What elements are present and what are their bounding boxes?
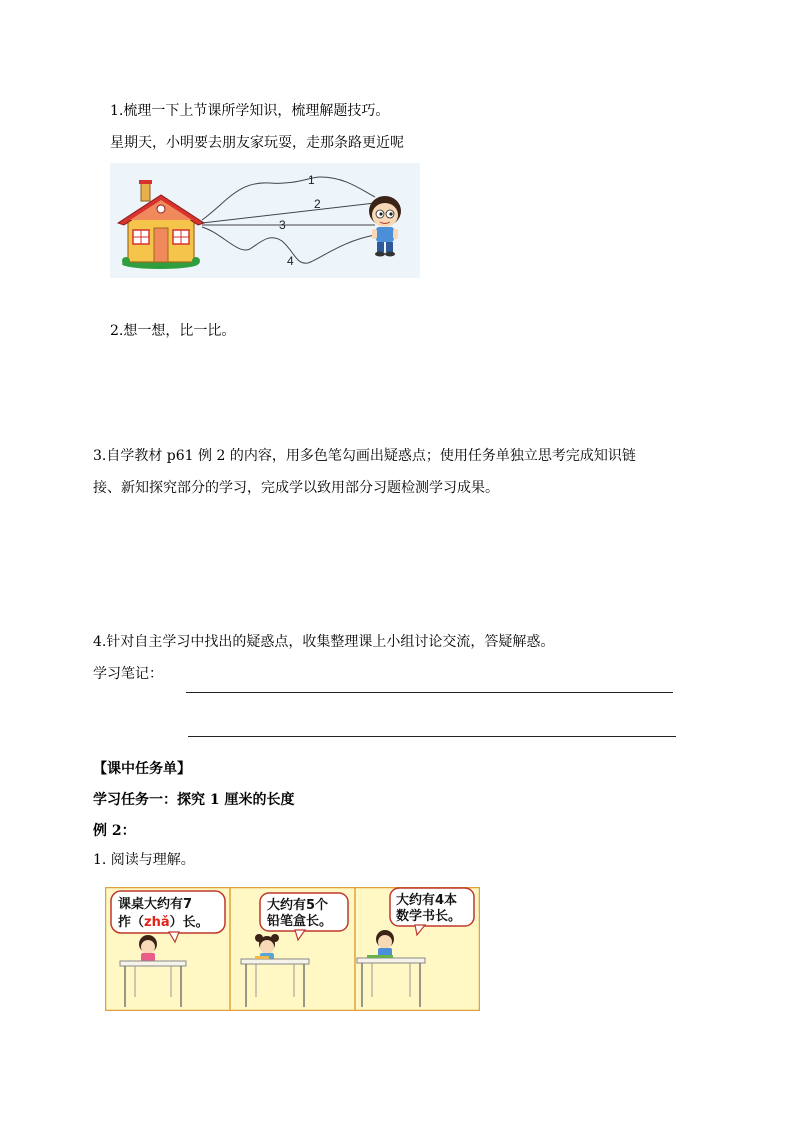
section3-line-1: 3.自学教材 p61 例 2 的内容，用多色笔勾画出疑惑点；使用任务单独立思考完成知识链	[93, 448, 636, 464]
section1-title: 1.梳理一下上节课所学知识，梳理解题技巧。	[110, 103, 390, 119]
route-label-3: 3	[279, 218, 286, 232]
panel2-text-line-2: 铅笔盒长。	[267, 914, 333, 929]
step1-title: 1. 阅读与理解。	[93, 852, 195, 868]
panel3-text-line-1: 大约有4本	[396, 893, 458, 908]
route-label-2: 2	[314, 197, 321, 211]
section3-line-2: 接、新知探究部分的学习，完成学以致用部分习题检测学习成果。	[93, 480, 499, 496]
section1-question: 星期天，小明要去朋友家玩耍，走那条路更近呢	[110, 135, 404, 151]
notes-label: 学习笔记：	[93, 666, 163, 682]
section4-title: 4.针对自主学习中找出的疑惑点，收集整理课上小组讨论交流，答疑解惑。	[93, 634, 555, 650]
panel1-text-line-1: 课桌大约有7	[118, 897, 193, 912]
notes-line-1[interactable]	[186, 692, 673, 693]
panel1-text-line-2: 拃（zhǎ）长。	[118, 915, 209, 930]
section2-title: 2.想一想，比一比。	[110, 323, 236, 339]
route-label-1: 1	[308, 173, 315, 187]
girl-icon	[139, 935, 157, 963]
in-class-header: 【课中任务单】	[93, 761, 191, 777]
example-label: 例 2：	[93, 823, 136, 839]
route-label-4: 4	[287, 254, 294, 268]
notes-line-2[interactable]	[188, 736, 676, 737]
task1-title: 学习任务一：探究 1 厘米的长度	[93, 792, 295, 808]
comic-strip	[105, 887, 480, 1011]
route-figure	[110, 163, 420, 278]
panel3-text-line-2: 数学书长。	[396, 909, 462, 924]
boy-reading-icon	[376, 930, 394, 958]
panel2-text-line-1: 大约有5个	[267, 898, 329, 913]
